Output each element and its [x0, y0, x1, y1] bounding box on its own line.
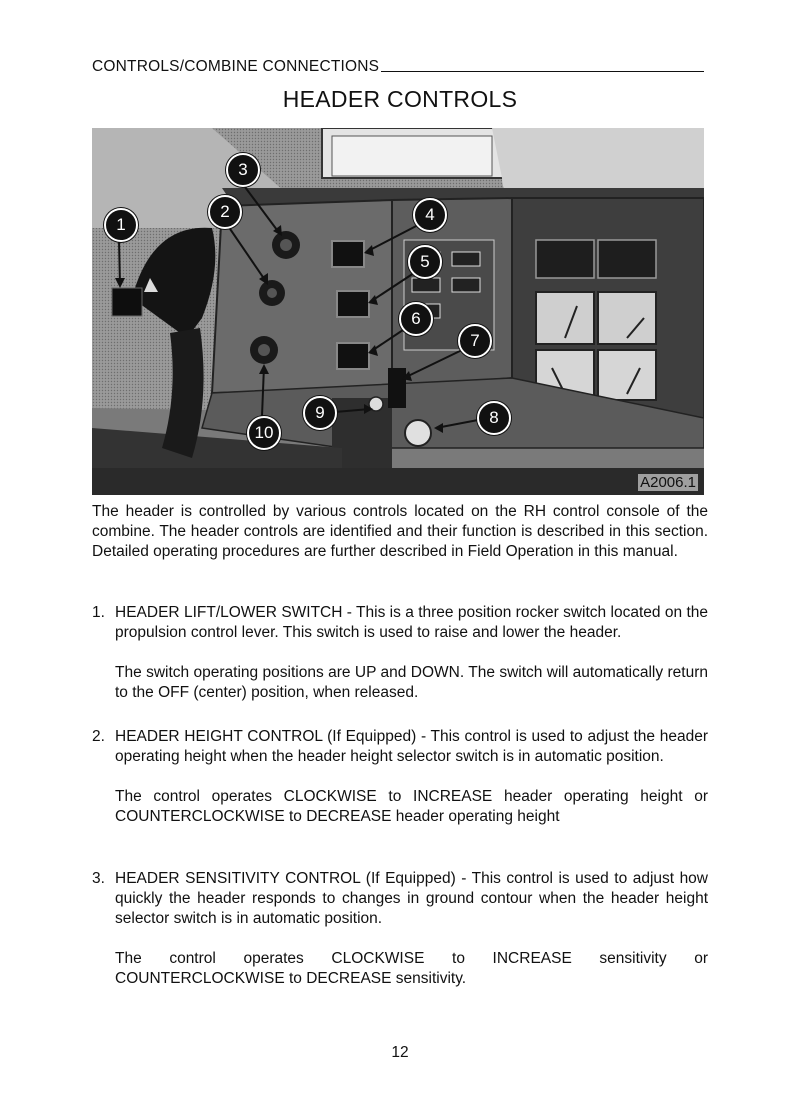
item-number: 1.	[92, 604, 105, 621]
console-illustration	[92, 128, 704, 495]
figure-id: A2006.1	[640, 474, 696, 491]
page-number: 12	[391, 1044, 409, 1061]
page-title: HEADER CONTROLS	[282, 86, 518, 112]
callout-6: 6	[399, 302, 433, 336]
list-item	[92, 603, 708, 703]
item-number: 2.	[92, 728, 105, 745]
callout-9: 9	[303, 396, 337, 430]
item-number: 3.	[92, 870, 105, 887]
callout-7: 7	[458, 324, 492, 358]
item-note: The switch operating positions are UP and DOWN. The switch will automatically return to the OFF (center) position, when released.	[115, 664, 708, 701]
callout-10: 10	[247, 416, 281, 450]
item-text: HEADER SENSITIVITY CONTROL (If Equipped) - This control is used to adjust how quickly the header responds to changes in ground contour when the header height selector switch is in automatic position.	[115, 870, 708, 927]
intro-paragraph: The header is controlled by various controls located on the RH control console of the combine. The header controls are identified and their function is described in this section. Detailed operating procedures are further described in Field Operation in this manual.	[92, 503, 708, 560]
item-note: The control operates CLOCKWISE to INCREASE header operating height or COUNTERCLOCKWISE to DECREASE header operating height	[115, 788, 708, 825]
callout-2: 2	[208, 195, 242, 229]
item-text: HEADER HEIGHT CONTROL (If Equipped) - This control is used to adjust the header operating height when the header height selector switch is in automatic position.	[115, 728, 708, 765]
callout-8: 8	[477, 401, 511, 435]
callout-5: 5	[408, 245, 442, 279]
item-text: HEADER LIFT/LOWER SWITCH - This is a three position rocker switch located on the propulsion control lever. This switch is used to raise and lower the header.	[115, 604, 708, 641]
callout-3: 3	[226, 153, 260, 187]
list-item	[92, 727, 708, 827]
item-note: The control operates CLOCKWISE to INCREASE sensitivity or COUNTERCLOCKWISE to DECREASE sensitivity.	[115, 950, 708, 987]
control-console-photo	[92, 128, 704, 495]
callout-4: 4	[413, 198, 447, 232]
list-item	[92, 869, 708, 989]
section-label: CONTROLS/COMBINE CONNECTIONS	[92, 58, 380, 75]
header-rule	[381, 71, 704, 72]
running-header	[92, 52, 704, 76]
callout-1: 1	[104, 208, 138, 242]
